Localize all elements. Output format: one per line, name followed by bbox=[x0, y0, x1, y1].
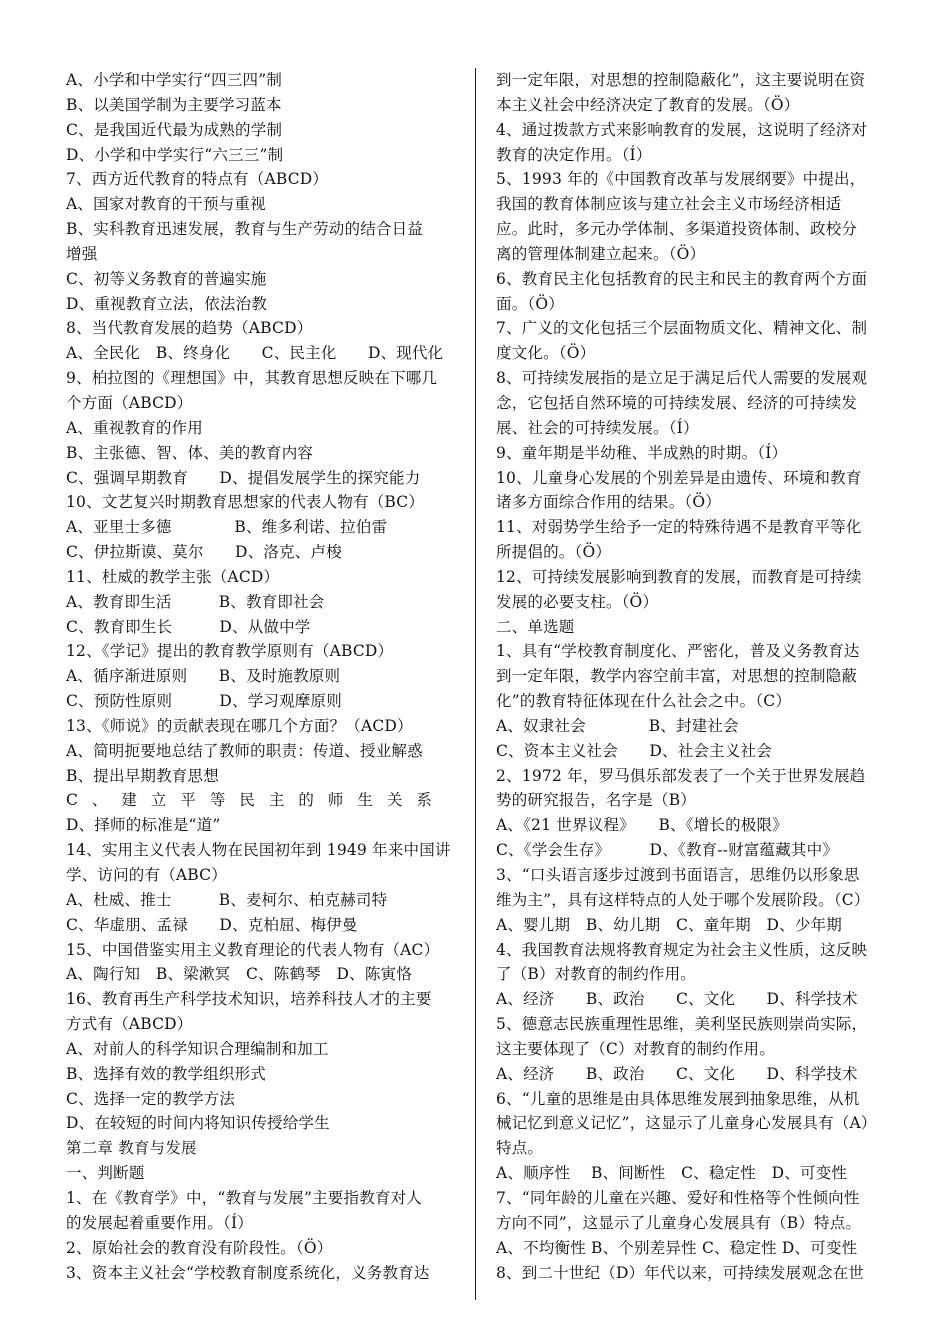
text-line: A、循序渐进原则 B、及时施教原则 bbox=[66, 667, 341, 686]
text-line: B、提出早期教育思想 bbox=[66, 766, 219, 785]
text-line: D、重视教育立法，依法治教 bbox=[66, 294, 268, 313]
text-line: 7、广义的文化包括三个层面物质文化、精神文化、制 bbox=[496, 319, 868, 338]
text-line: 7、“同年龄的儿童在兴趣、爱好和性格等个性倾向性 bbox=[496, 1188, 860, 1207]
text-line: 应。此时，多元办学体制、多渠道投资体制、政校分 bbox=[496, 220, 858, 239]
text-line: A、经济 B、政治 C、文化 D、科学技术 bbox=[496, 1064, 858, 1083]
text-line: 离的管理体制建立起来。（Ö） bbox=[496, 244, 706, 263]
text-line: C、伊拉斯谟、莫尔 D、洛克、卢梭 bbox=[66, 543, 342, 562]
text-line: B、选择有效的教学组织形式 bbox=[66, 1064, 266, 1083]
text-line: 11、杜威的教学主张（ACD） bbox=[66, 567, 280, 586]
text-line: 9、童年期是半幼稚、半成熟的时期。（Í） bbox=[496, 443, 788, 462]
text-line: 了（B）对教育的制约作用。 bbox=[496, 965, 696, 984]
text-line: 到一定年限，教学内容空前丰富，对思想的控制隐蔽 bbox=[496, 667, 858, 686]
text-line: 8、当代教育发展的趋势（ABCD） bbox=[66, 319, 313, 338]
text-line: 10、儿童身心发展的个别差异是由遗传、环境和教育 bbox=[496, 468, 862, 487]
text-line: 我国的教育体制应该与建立社会主义市场经济相适 bbox=[496, 195, 842, 214]
text-line: 13、《师说》的贡献表现在哪几个方面？（ACD） bbox=[66, 716, 413, 735]
text-line: 第二章 教育与发展 bbox=[66, 1139, 197, 1158]
text-line: 8、可持续发展指的是立足于满足后代人需要的发展观 bbox=[496, 369, 868, 388]
text-line: C、选择一定的教学方法 bbox=[66, 1089, 236, 1108]
text-line: 维为主”，具有这样特点的人处于哪个发展阶段。（C） bbox=[496, 890, 870, 909]
text-line: 个方面（ABCD） bbox=[66, 393, 193, 412]
text-line: 9、柏拉图的《理想国》中，其教育思想反映在下哪几 bbox=[66, 369, 438, 388]
text-line: A、小学和中学实行“四三四”制 bbox=[66, 71, 283, 89]
text-line: 二、单选题 bbox=[496, 617, 575, 636]
text-line: 6、“儿童的思维是由具体思维发展到抽象思维，从机 bbox=[496, 1089, 860, 1108]
text-line: 14、实用主义代表人物在民国初年到 1949 年来中国讲 bbox=[66, 841, 451, 860]
text-line: C、《学会生存》 D、《教育--财富蕴藏其中》 bbox=[496, 841, 839, 860]
text-line: 3、“口头语言逐步过渡到书面语言，思维仍以形象思 bbox=[496, 866, 860, 884]
text-line: 势的研究报告，名字是（B） bbox=[496, 791, 696, 810]
text-line: C、华虚朋、孟禄 D、克柏屈、梅伊曼 bbox=[66, 915, 358, 934]
text-line: 一、判断题 bbox=[66, 1164, 145, 1183]
text-line: B、主张德、智、体、美的教育内容 bbox=[66, 443, 314, 462]
text-line: A、顺序性 B、间断性 C、稳定性 D、可变性 bbox=[496, 1164, 848, 1183]
text-line: 11、对弱势学生给予一定的特殊待遇不是教育平等化 bbox=[496, 518, 862, 537]
text-line: 15、中国借鉴实用主义教育理论的代表人物有（AC） bbox=[66, 940, 440, 959]
text-line: 16、教育再生产科学技术知识，培养科技人才的主要 bbox=[66, 990, 432, 1009]
text-line: 发展的必要支柱。（Ö） bbox=[496, 592, 659, 611]
text-line: A、婴儿期 B、幼儿期 C、童年期 D、少年期 bbox=[496, 915, 842, 934]
text-line: A、教育即生活 B、教育即社会 bbox=[66, 592, 325, 611]
text-line: 4、通过拨款方式来影响教育的发展，这说明了经济对 bbox=[496, 120, 868, 139]
text-line: 1、在《教育学》中，“教育与发展”主要指教育对人 bbox=[66, 1188, 423, 1207]
text-line: 7、西方近代教育的特点有（ABCD） bbox=[66, 170, 329, 189]
text-line: A、全民化 B、终身化 C、民主化 D、现代化 bbox=[66, 344, 444, 363]
text-line: 10、文艺复兴时期教育思想家的代表人物有（BC） bbox=[66, 493, 425, 512]
text-line: 3、资本主义社会“学校教育制度系统化，义务教育达 bbox=[66, 1263, 430, 1282]
text-line: 本主义社会中经济决定了教育的发展。（Ö） bbox=[496, 95, 800, 114]
text-line: C、是我国近代最为成熟的学制 bbox=[66, 120, 283, 139]
text-line: 特点。 bbox=[496, 1139, 544, 1158]
text-line: C、建立平等民主的师生关系 bbox=[66, 791, 446, 810]
text-line: 6、教育民主化包括教育的民主和民主的教育两个方面 bbox=[496, 269, 868, 288]
text-line: 2、1972 年，罗马俱乐部发表了一个关于世界发展趋 bbox=[496, 766, 866, 785]
text-line: 面。（Ö） bbox=[496, 294, 564, 313]
text-line: C、资本主义社会 D、社会主义社会 bbox=[496, 741, 772, 760]
text-line: A、重视教育的作用 bbox=[66, 418, 203, 437]
text-line: 5、德意志民族重理性思维，美利坚民族则崇尚实际， bbox=[496, 1015, 868, 1034]
text-line: A、简明扼要地总结了教师的职责：传道、授业解惑 bbox=[66, 741, 423, 760]
text-line: C、预防性原则 D、学习观摩原则 bbox=[66, 692, 342, 711]
text-line: 5、1993 年的《中国教育改革与发展纲要》中提出， bbox=[496, 170, 866, 189]
text-line: A、国家对教育的干预与重视 bbox=[66, 195, 266, 214]
text-line: 的发展起着重要作用。（Í） bbox=[66, 1213, 253, 1232]
column-divider bbox=[475, 68, 476, 1300]
text-line: 方向不同”，这显示了儿童身心发展具有（B）特点。 bbox=[496, 1213, 862, 1232]
text-line: 这主要体现了（C）对教育的制约作用。 bbox=[496, 1039, 775, 1058]
text-line: 12、《学记》提出的教育教学原则有（ABCD） bbox=[66, 642, 394, 661]
text-line: 诸多方面综合作用的结果。（Ö） bbox=[496, 493, 721, 512]
text-line: 展、社会的可持续发展。（Í） bbox=[496, 418, 699, 437]
text-line: D、小学和中学实行“六三三”制 bbox=[66, 145, 284, 164]
text-line: A、陶行知 B、梁漱冥 C、陈鹤琴 D、陈寅恪 bbox=[66, 965, 412, 984]
text-line: B、实科教育迅速发展，教育与生产劳动的结合日益 bbox=[66, 220, 423, 239]
text-line: 度文化。（Ö） bbox=[496, 344, 596, 363]
text-line: B、以美国学制为主要学习蓝本 bbox=[66, 95, 282, 114]
text-line: D、在较短的时间内将知识传授给学生 bbox=[66, 1114, 330, 1133]
text-line: A、对前人的科学知识合理编制和加工 bbox=[66, 1039, 329, 1058]
text-line: A、亚里士多德 B、维多利诺、拉伯雷 bbox=[66, 518, 388, 537]
text-line: 学、访问的有（ABC） bbox=[66, 866, 227, 884]
text-line: A、经济 B、政治 C、文化 D、科学技术 bbox=[496, 990, 858, 1009]
text-line: 所提倡的。（Ö） bbox=[496, 543, 612, 562]
text-line: 化”的教育特征体现在什么社会之中。（C） bbox=[496, 692, 792, 711]
text-line: 2、原始社会的教育没有阶段性。（Ö） bbox=[66, 1238, 333, 1257]
text-line: 械记忆到意义记忆”，这显示了儿童身心发展具有（A） bbox=[496, 1114, 877, 1133]
text-line: 增强 bbox=[66, 244, 98, 263]
text-line: A、不均衡性 B、个别差异性 C、稳定性 D、可变性 bbox=[496, 1238, 858, 1257]
text-line: 1、具有“学校教育制度化、严密化，普及义务教育达 bbox=[496, 642, 860, 661]
text-line: C、强调早期教育 D、提倡发展学生的探究能力 bbox=[66, 468, 421, 487]
text-line: A、《21 世界议程》 B、《增长的极限》 bbox=[496, 816, 788, 835]
text-line: 8、到二十世纪（D）年代以来，可持续发展观念在世 bbox=[496, 1263, 865, 1282]
text-line: 方式有（ABCD） bbox=[66, 1015, 193, 1034]
text-line: 念，它包括自然环境的可持续发展、经济的可持续发 bbox=[496, 393, 858, 412]
text-line: 教育的决定作用。（Í） bbox=[496, 145, 652, 164]
left-text-column bbox=[66, 68, 458, 1285]
right-text-column bbox=[496, 68, 888, 1285]
text-line: A、杜威、推士 B、麦柯尔、柏克赫司特 bbox=[66, 890, 388, 909]
text-line: 到一定年限，对思想的控制隐蔽化”，这主要说明在资 bbox=[496, 71, 866, 89]
text-line: 4、我国教育法规将教育规定为社会主义性质，这反映 bbox=[496, 940, 868, 959]
text-line: C、教育即生长 D、从做中学 bbox=[66, 617, 311, 636]
text-line: A、奴隶社会 B、封建社会 bbox=[496, 716, 739, 735]
text-line: 12、可持续发展影响到教育的发展，而教育是可持续 bbox=[496, 567, 862, 586]
text-line: C、初等义务教育的普遍实施 bbox=[66, 269, 267, 288]
text-line: D、择师的标准是“道” bbox=[66, 816, 221, 835]
